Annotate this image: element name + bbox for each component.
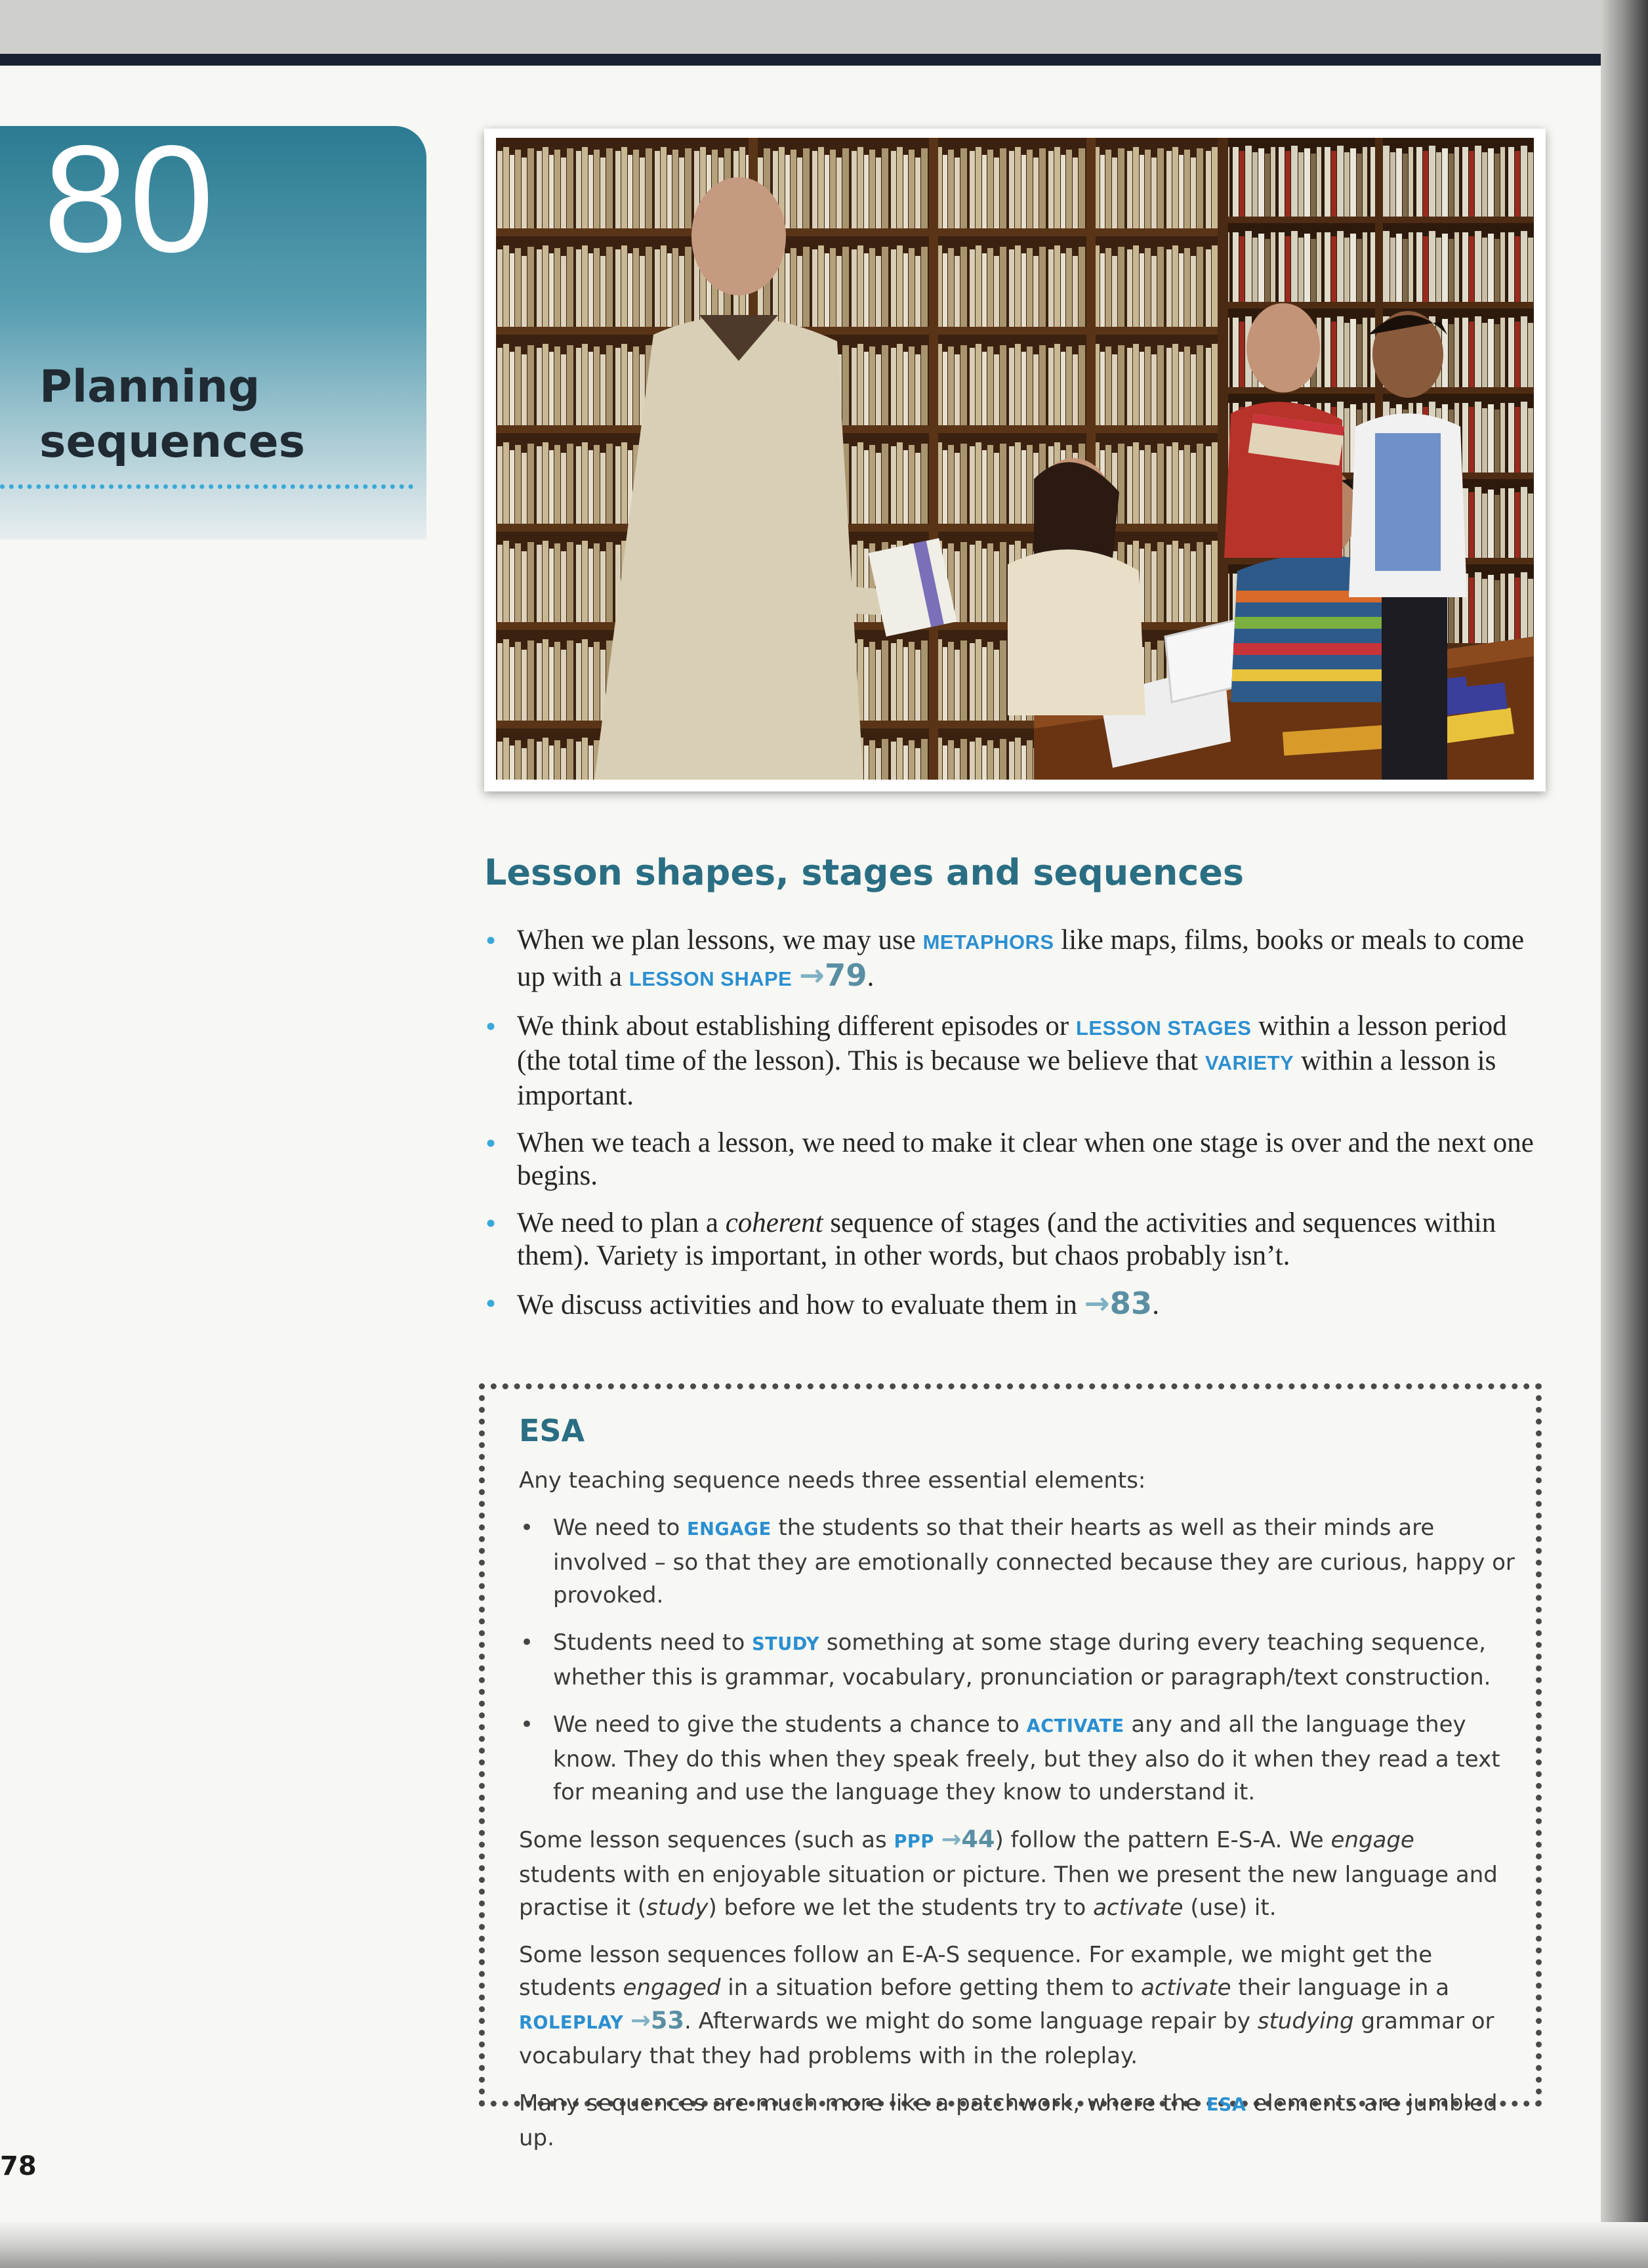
- list-item-text: .: [867, 961, 875, 992]
- list-item-text: We need to give the students a chance to: [553, 1712, 1027, 1738]
- paragraph-text: Some lesson sequences (such as: [519, 1827, 894, 1853]
- scan-right-edge: [1601, 0, 1648, 2268]
- cross-reference-number: 44: [961, 1825, 995, 1853]
- list-item-text: within a lesson period (the total time of the lesson). This is because we believe that: [517, 1011, 1507, 1076]
- paragraph-text: ) follow the pattern E-S-A. We: [995, 1827, 1331, 1853]
- list-item-text: .: [1152, 1290, 1159, 1320]
- list-item: [484, 1207, 1547, 1272]
- keyword-ppp: PPP: [894, 1832, 934, 1852]
- list-item: [484, 1010, 1547, 1112]
- list-item-text: sequence of stages (and the activities and sequences within them). Variety is important, in other words, but chaos probably isn’t.: [517, 1208, 1496, 1271]
- list-item-text: any and all the language they know. They do this when they speak freely, but they also do it when they read a text for meaning and use the language they know to understand it.: [553, 1712, 1500, 1805]
- esa-box: [479, 1383, 1542, 2151]
- list-item-text: something at some stage during every teaching sequence, whether this is grammar, vocabulary, pronunciation or paragraph/text construction.: [553, 1629, 1491, 1690]
- esa-content: [519, 1464, 1516, 2169]
- paragraph-text: . Afterwards we might do some language repair by: [684, 2008, 1258, 2034]
- cross-reference-number: 83: [1109, 1286, 1153, 1321]
- arrow-right-icon: →: [1084, 1286, 1110, 1321]
- list-item-text: We discuss activities and how to evaluate them in: [517, 1290, 1084, 1320]
- arrow-right-icon: →: [941, 1825, 962, 1853]
- keyword-metaphors: METAPHORS: [922, 931, 1054, 954]
- cross-reference-number: 53: [650, 2006, 685, 2034]
- scan-bottom-edge: [0, 2222, 1648, 2268]
- emphasis-text: activate: [1140, 1975, 1231, 2001]
- cross-reference-79[interactable]: [799, 957, 867, 993]
- keyword-variety: VARIETY: [1205, 1051, 1294, 1074]
- chapter-title: Planning sequences: [39, 361, 306, 468]
- esa-paragraph-eas: [519, 1939, 1516, 2072]
- cross-reference-53[interactable]: [630, 2006, 684, 2034]
- keyword-study: STUDY: [752, 1634, 820, 1654]
- list-item-text: Students need to: [553, 1629, 752, 1656]
- paragraph-text: in a situation before getting them to: [720, 1975, 1141, 2001]
- list-item-text: When we plan lessons, we may use: [517, 925, 923, 956]
- scan-top-shadow: [0, 54, 1648, 67]
- esa-paragraph-ppp: [519, 1823, 1516, 1924]
- paragraph-text: their language in a: [1231, 1975, 1450, 2001]
- keyword-lesson-stages: LESSON STAGES: [1075, 1017, 1252, 1040]
- paragraph-text: Many sequences are much more like a patchwork, where the: [519, 2090, 1206, 2116]
- cross-reference-44[interactable]: [941, 1825, 995, 1853]
- keyword-engage: ENGAGE: [687, 1519, 772, 1540]
- list-item-text: the students so that their hearts as well as their minds are involved – so that they are emotionally connected because they are curious, happy or provoked.: [553, 1515, 1515, 1608]
- emphasis-text: engaged: [623, 1975, 721, 2001]
- keyword-activate: ACTIVATE: [1026, 1716, 1124, 1736]
- emphasis-coherent: coherent: [725, 1208, 823, 1238]
- list-item: [519, 1626, 1516, 1694]
- paragraph-text: students with en enjoyable situation or picture. Then we present the new language and practise it (: [519, 1862, 1498, 1921]
- emphasis-text: studying: [1257, 2008, 1354, 2034]
- list-item: [519, 1511, 1516, 1612]
- scan-top-margin: [0, 0, 1648, 54]
- list-item-text: like maps, films, books or meals to come up with a: [517, 925, 1525, 992]
- paragraph-text: (use) it.: [1183, 1895, 1277, 1921]
- cross-reference-number: 79: [825, 957, 867, 993]
- emphasis-text: activate: [1093, 1895, 1184, 1921]
- esa-intro: Any teaching sequence needs three essential elements:: [519, 1467, 1146, 1494]
- chapter-number: 80: [43, 114, 216, 284]
- emphasis-text: study: [646, 1895, 709, 1921]
- list-item: [484, 1287, 1547, 1322]
- list-item-text: We need to: [553, 1515, 688, 1541]
- list-item: [484, 1127, 1547, 1192]
- esa-title: ESA: [519, 1413, 585, 1448]
- esa-element-list: [519, 1511, 1516, 1809]
- paragraph-text: Some lesson sequences follow an E-A-S sequence. For example, we might get the students: [519, 1942, 1433, 2001]
- cross-reference-83[interactable]: [1084, 1286, 1153, 1321]
- list-item-text: within a lesson is important.: [517, 1045, 1496, 1111]
- keyword-esa: ESA: [1206, 2095, 1246, 2115]
- keyword-lesson-shape: LESSON SHAPE: [628, 967, 793, 990]
- photo-frame: [484, 129, 1546, 791]
- paragraph-text: ) before we let the students try to: [708, 1895, 1094, 1921]
- paragraph-text: elements are jumbled up.: [519, 2090, 1498, 2151]
- section-heading: Lesson shapes, stages and sequences: [484, 852, 1245, 893]
- page-number: 78: [0, 2151, 37, 2181]
- list-item-text: We think about establishing different episodes or: [517, 1011, 1076, 1041]
- main-bullet-list: [484, 924, 1547, 1336]
- list-item-text: When we teach a lesson, we need to make it clear when one stage is over and the next one begins.: [517, 1127, 1534, 1191]
- chapter-dotted-rule: [0, 484, 413, 489]
- library-photo: [496, 138, 1534, 780]
- list-item-text: We need to plan a: [517, 1208, 726, 1238]
- list-item: [484, 924, 1547, 996]
- arrow-right-icon: →: [799, 957, 825, 993]
- keyword-roleplay: ROLEPLAY: [519, 2013, 624, 2033]
- list-item: [519, 1708, 1516, 1809]
- paragraph-text: grammar or vocabulary that they had problems with in the roleplay.: [519, 2008, 1494, 2069]
- arrow-right-icon: →: [630, 2006, 651, 2034]
- emphasis-text: engage: [1330, 1827, 1414, 1853]
- esa-paragraph-patchwork: [519, 2087, 1516, 2154]
